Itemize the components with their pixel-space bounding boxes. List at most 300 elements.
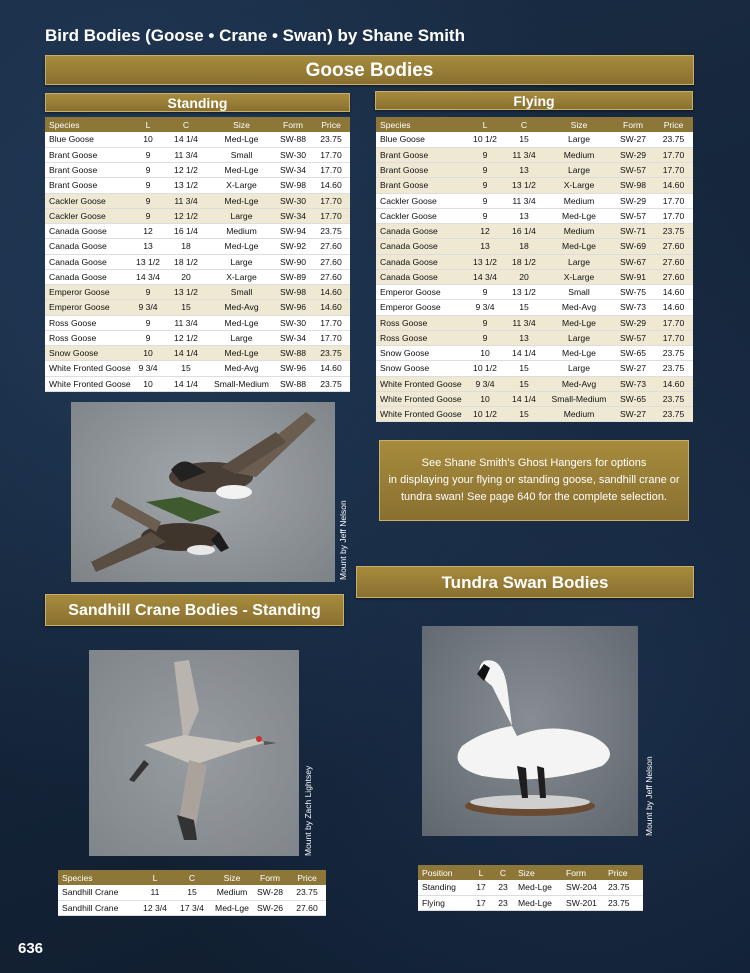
table-cell: 14.60 — [312, 178, 350, 193]
table-cell: 14 3/4 — [468, 269, 502, 284]
table-cell: 9 — [468, 208, 502, 223]
table-row — [45, 239, 350, 254]
table-cell: 13 — [502, 163, 546, 178]
table-cell: SW-57 — [612, 330, 654, 345]
table-cell: White Fronted Goose — [45, 361, 133, 376]
table-cell: 13 1/2 — [163, 285, 209, 300]
table-cell: SW-27 — [612, 361, 654, 376]
table-cell: Sandhill Crane — [58, 900, 138, 915]
table-row — [376, 239, 693, 254]
table-cell: 12 1/2 — [163, 163, 209, 178]
table-cell: 9 — [133, 178, 163, 193]
table-cell: White Fronted Goose — [376, 407, 468, 422]
table-cell: 9 — [133, 208, 163, 223]
table-cell: Ross Goose — [45, 330, 133, 345]
table-cell: 9 3/4 — [468, 376, 502, 391]
table-cell: SW-29 — [612, 315, 654, 330]
table-cell: SW-57 — [612, 208, 654, 223]
table-cell: Med-Avg — [209, 361, 274, 376]
table-cell: White Fronted Goose — [45, 376, 133, 391]
table-cell: 15 — [172, 885, 212, 900]
table-cell: Medium — [212, 885, 252, 900]
table-cell: 9 — [133, 285, 163, 300]
column-header: Form — [274, 117, 312, 132]
table-cell: 17 3/4 — [172, 900, 212, 915]
table-cell: 17 — [470, 895, 492, 910]
table-row — [58, 885, 326, 900]
table-cell: SW-27 — [612, 407, 654, 422]
table-cell: 14.60 — [654, 178, 693, 193]
table-cell: Med-Lge — [209, 239, 274, 254]
table-cell: Cackler Goose — [376, 193, 468, 208]
table-row — [376, 300, 693, 315]
table-cell: Med-Lge — [546, 208, 612, 223]
table-cell: 11 3/4 — [502, 147, 546, 162]
table-cell: SW-75 — [612, 285, 654, 300]
table-cell: 23.75 — [654, 346, 693, 361]
column-header: Form — [562, 865, 604, 880]
table-cell: 12 — [133, 224, 163, 239]
table-cell: SW-98 — [612, 178, 654, 193]
table-cell: 11 3/4 — [163, 147, 209, 162]
table-cell: Flying — [418, 895, 470, 910]
table-cell: X-Large — [546, 178, 612, 193]
table-cell: 14 1/4 — [163, 346, 209, 361]
table-row — [376, 178, 693, 193]
table-row — [45, 208, 350, 223]
table-row — [376, 269, 693, 284]
table-row — [418, 880, 643, 895]
table-cell: Brant Goose — [376, 163, 468, 178]
table-row — [376, 361, 693, 376]
table-cell: 27.60 — [312, 254, 350, 269]
table-cell: 11 3/4 — [502, 315, 546, 330]
table-cell: 10 1/2 — [468, 407, 502, 422]
table-cell: Brant Goose — [45, 163, 133, 178]
tundra-swan-banner: Tundra Swan Bodies — [356, 566, 694, 598]
column-header: Form — [252, 870, 288, 885]
table-cell: 18 — [163, 239, 209, 254]
table-cell: Small-Medium — [546, 391, 612, 406]
table-cell: SW-29 — [612, 193, 654, 208]
table-cell: Medium — [209, 224, 274, 239]
table-cell: 13 1/2 — [502, 285, 546, 300]
table-cell: SW-57 — [612, 163, 654, 178]
column-header: L — [133, 117, 163, 132]
tundra-swan-illustration — [422, 626, 638, 836]
table-cell: 27.60 — [312, 239, 350, 254]
table-cell: 9 — [468, 330, 502, 345]
table-row — [45, 285, 350, 300]
table-cell: 23 — [492, 880, 514, 895]
table-cell: 27.60 — [312, 269, 350, 284]
table-cell: Emperor Goose — [45, 285, 133, 300]
table-cell: SW-65 — [612, 346, 654, 361]
table-cell: SW-28 — [252, 885, 288, 900]
table-cell: Canada Goose — [376, 269, 468, 284]
table-cell: 17.70 — [654, 315, 693, 330]
table-cell: SW-73 — [612, 376, 654, 391]
table-cell: Cackler Goose — [376, 208, 468, 223]
table-cell: 14.60 — [312, 285, 350, 300]
table-row — [376, 315, 693, 330]
table-cell: SW-29 — [612, 147, 654, 162]
table-cell: 23.75 — [312, 224, 350, 239]
table-cell: Blue Goose — [376, 132, 468, 147]
table-cell: 18 1/2 — [163, 254, 209, 269]
table-cell: 14.60 — [312, 300, 350, 315]
table-cell: 15 — [502, 361, 546, 376]
crane-photo-credit: Mount by Zach Lightsey — [303, 765, 313, 856]
table-cell: SW-89 — [274, 269, 312, 284]
table-cell: 27.60 — [654, 254, 693, 269]
table-cell: Med-Lge — [209, 346, 274, 361]
table-header-row — [45, 117, 350, 132]
table-cell: Emperor Goose — [376, 300, 468, 315]
table-cell: Med-Lge — [209, 132, 274, 147]
table-cell: SW-67 — [612, 254, 654, 269]
column-header: Species — [376, 117, 468, 132]
table-cell: Emperor Goose — [45, 300, 133, 315]
table-cell: 9 3/4 — [133, 361, 163, 376]
info-line: See Shane Smith's Ghost Hangers for options — [421, 457, 647, 469]
column-header: Size — [212, 870, 252, 885]
table-cell: Med-Lge — [514, 895, 562, 910]
goose-photo-credit: Mount by Jeff Nelson — [338, 500, 348, 580]
table-cell: SW-201 — [562, 895, 604, 910]
table-cell: 23.75 — [654, 224, 693, 239]
table-cell: 23.75 — [604, 895, 643, 910]
column-header: Position — [418, 865, 470, 880]
table-cell: 14 1/4 — [163, 376, 209, 391]
table-row — [45, 163, 350, 178]
sandhill-crane-photo — [89, 650, 299, 856]
table-row — [376, 224, 693, 239]
table-cell: 9 — [468, 163, 502, 178]
table-cell: Canada Goose — [376, 239, 468, 254]
table-cell: 9 — [133, 330, 163, 345]
column-header: Species — [58, 870, 138, 885]
table-cell: 17.70 — [654, 208, 693, 223]
table-cell: SW-30 — [274, 193, 312, 208]
table-row — [376, 376, 693, 391]
table-cell: 17.70 — [654, 330, 693, 345]
table-cell: 13 1/2 — [163, 178, 209, 193]
table-row — [376, 193, 693, 208]
table-cell: 16 1/4 — [502, 224, 546, 239]
table-cell: Medium — [546, 193, 612, 208]
table-cell: SW-88 — [274, 132, 312, 147]
table-cell: 15 — [163, 361, 209, 376]
table-cell: SW-96 — [274, 361, 312, 376]
table-cell: Small-Medium — [209, 376, 274, 391]
table-cell: Canada Goose — [376, 224, 468, 239]
column-header: Size — [209, 117, 274, 132]
table-cell: 14.60 — [312, 361, 350, 376]
table-cell: SW-71 — [612, 224, 654, 239]
table-cell: 12 3/4 — [138, 900, 172, 915]
table-cell: Brant Goose — [376, 178, 468, 193]
table-cell: 17.70 — [654, 163, 693, 178]
table-cell: Med-Lge — [514, 880, 562, 895]
table-cell: 17 — [470, 880, 492, 895]
table-row — [376, 346, 693, 361]
table-row — [45, 346, 350, 361]
table-cell: 9 — [468, 193, 502, 208]
table-cell: 20 — [502, 269, 546, 284]
table-row — [45, 224, 350, 239]
table-cell: Cackler Goose — [45, 193, 133, 208]
table-cell: Large — [546, 330, 612, 345]
table-cell: White Fronted Goose — [376, 391, 468, 406]
table-cell: Med-Lge — [546, 239, 612, 254]
table-cell: X-Large — [209, 178, 274, 193]
table-cell: 27.60 — [288, 900, 326, 915]
table-cell: 9 — [468, 285, 502, 300]
table-cell: Standing — [418, 880, 470, 895]
table-cell: Med-Lge — [209, 163, 274, 178]
table-row — [376, 147, 693, 162]
column-header: Price — [288, 870, 326, 885]
table-cell: Medium — [546, 147, 612, 162]
table-cell: 23.75 — [312, 132, 350, 147]
table-row — [376, 330, 693, 345]
table-cell: Med-Lge — [546, 346, 612, 361]
table-cell: 9 3/4 — [133, 300, 163, 315]
page-number: 636 — [18, 940, 44, 957]
table-row — [45, 315, 350, 330]
table-cell: 17.70 — [312, 163, 350, 178]
column-header: C — [172, 870, 212, 885]
table-cell: SW-27 — [612, 132, 654, 147]
table-cell: Brant Goose — [45, 178, 133, 193]
table-cell: Medium — [546, 407, 612, 422]
table-cell: Snow Goose — [376, 346, 468, 361]
column-header: L — [470, 865, 492, 880]
column-header: Price — [604, 865, 643, 880]
table-cell: 10 1/2 — [468, 132, 502, 147]
table-cell: 14.60 — [654, 300, 693, 315]
table-cell: 11 3/4 — [163, 315, 209, 330]
table-cell: X-Large — [209, 269, 274, 284]
table-cell: 14 1/4 — [502, 391, 546, 406]
table-cell: SW-98 — [274, 178, 312, 193]
table-cell: Large — [209, 254, 274, 269]
table-cell: Small — [209, 285, 274, 300]
table-cell: 14.60 — [654, 285, 693, 300]
table-row — [45, 269, 350, 284]
table-cell: 17.70 — [654, 193, 693, 208]
table-cell: 10 1/2 — [468, 361, 502, 376]
table-cell: Large — [546, 361, 612, 376]
table-cell: Blue Goose — [45, 132, 133, 147]
table-cell: Large — [546, 132, 612, 147]
column-header: Form — [612, 117, 654, 132]
table-cell: SW-34 — [274, 208, 312, 223]
table-cell: 12 1/2 — [163, 330, 209, 345]
table-cell: Ross Goose — [376, 315, 468, 330]
standing-banner: Standing — [45, 93, 350, 112]
table-cell: SW-26 — [252, 900, 288, 915]
table-cell: Large — [209, 208, 274, 223]
column-header: Size — [514, 865, 562, 880]
info-line: in displaying your flying or standing goose, sandhill crane or — [388, 474, 680, 486]
table-cell: 13 1/2 — [133, 254, 163, 269]
table-cell: 14.60 — [654, 376, 693, 391]
table-cell: 9 — [133, 315, 163, 330]
table-cell: Small — [209, 147, 274, 162]
table-cell: 18 1/2 — [502, 254, 546, 269]
table-cell: 17.70 — [312, 147, 350, 162]
table-cell: 9 3/4 — [468, 300, 502, 315]
column-header: Species — [45, 117, 133, 132]
table-cell: Brant Goose — [45, 147, 133, 162]
table-row — [45, 178, 350, 193]
table-cell: 27.60 — [654, 269, 693, 284]
sandhill-crane-illustration — [89, 650, 299, 856]
table-cell: Large — [546, 163, 612, 178]
table-cell: Med-Lge — [209, 193, 274, 208]
table-cell: 23.75 — [312, 346, 350, 361]
table-row — [376, 132, 693, 147]
swan-photo-credit: Mount by Jeff Nelson — [644, 756, 654, 836]
table-cell: SW-34 — [274, 330, 312, 345]
table-cell: SW-34 — [274, 163, 312, 178]
table-row — [376, 391, 693, 406]
table-cell: 10 — [133, 346, 163, 361]
table-cell: Snow Goose — [376, 361, 468, 376]
column-header: C — [492, 865, 514, 880]
table-cell: Cackler Goose — [45, 208, 133, 223]
table-cell: 23.75 — [654, 361, 693, 376]
table-cell: Canada Goose — [45, 224, 133, 239]
table-cell: SW-30 — [274, 315, 312, 330]
table-cell: Med-Lge — [212, 900, 252, 915]
table-cell: Medium — [546, 224, 612, 239]
table-cell: Med-Avg — [546, 376, 612, 391]
table-cell: 14 3/4 — [133, 269, 163, 284]
table-cell: Emperor Goose — [376, 285, 468, 300]
table-cell: SW-96 — [274, 300, 312, 315]
table-cell: SW-92 — [274, 239, 312, 254]
table-header-row — [58, 870, 326, 885]
table-cell: 23.75 — [654, 407, 693, 422]
column-header: Price — [312, 117, 350, 132]
table-cell: 9 — [468, 147, 502, 162]
table-cell: 9 — [133, 163, 163, 178]
table-cell: 12 — [468, 224, 502, 239]
table-cell: 23.75 — [654, 132, 693, 147]
table-cell: Canada Goose — [45, 254, 133, 269]
table-cell: 17.70 — [654, 147, 693, 162]
table-cell: Snow Goose — [45, 346, 133, 361]
table-cell: 13 — [502, 208, 546, 223]
flying-geese-illustration — [71, 402, 335, 582]
flying-goose-table — [376, 117, 693, 422]
table-cell: 13 — [133, 239, 163, 254]
table-cell: SW-91 — [612, 269, 654, 284]
table-cell: 15 — [502, 376, 546, 391]
table-cell: 13 — [502, 330, 546, 345]
column-header: Price — [654, 117, 693, 132]
table-row — [45, 330, 350, 345]
table-cell: SW-90 — [274, 254, 312, 269]
table-cell: Large — [209, 330, 274, 345]
goose-bodies-banner: Goose Bodies — [45, 55, 694, 85]
table-header-row — [418, 865, 643, 880]
sandhill-crane-table — [58, 870, 326, 916]
table-cell: Canada Goose — [45, 269, 133, 284]
table-row — [376, 285, 693, 300]
table-cell: 18 — [502, 239, 546, 254]
table-cell: 14 1/4 — [502, 346, 546, 361]
table-cell: Brant Goose — [376, 147, 468, 162]
table-cell: 27.60 — [654, 239, 693, 254]
table-cell: 13 1/2 — [502, 178, 546, 193]
table-cell: Sandhill Crane — [58, 885, 138, 900]
column-header: L — [138, 870, 172, 885]
table-row — [45, 376, 350, 391]
table-cell: 9 — [468, 178, 502, 193]
table-cell: 9 — [133, 147, 163, 162]
tundra-swan-table — [418, 865, 643, 911]
table-cell: 13 — [468, 239, 502, 254]
table-cell: 20 — [163, 269, 209, 284]
table-row — [45, 147, 350, 162]
table-cell: 15 — [502, 300, 546, 315]
table-cell: Med-Avg — [546, 300, 612, 315]
column-header: Size — [546, 117, 612, 132]
column-header: C — [502, 117, 546, 132]
sandhill-crane-banner: Sandhill Crane Bodies - Standing — [45, 594, 344, 626]
table-cell: Large — [546, 254, 612, 269]
table-cell: 17.70 — [312, 330, 350, 345]
table-cell: SW-88 — [274, 346, 312, 361]
table-cell: Small — [546, 285, 612, 300]
table-cell: 23.75 — [654, 391, 693, 406]
table-cell: SW-30 — [274, 147, 312, 162]
table-cell: 17.70 — [312, 193, 350, 208]
table-cell: Ross Goose — [45, 315, 133, 330]
table-cell: 17.70 — [312, 208, 350, 223]
table-cell: SW-204 — [562, 880, 604, 895]
table-row — [45, 132, 350, 147]
flying-geese-photo — [71, 402, 335, 582]
table-row — [45, 300, 350, 315]
table-cell: SW-73 — [612, 300, 654, 315]
table-cell: Canada Goose — [376, 254, 468, 269]
table-row — [45, 361, 350, 376]
table-cell: 15 — [163, 300, 209, 315]
table-row — [418, 895, 643, 910]
table-cell: SW-65 — [612, 391, 654, 406]
table-cell: SW-69 — [612, 239, 654, 254]
table-row — [376, 254, 693, 269]
table-cell: 23.75 — [604, 880, 643, 895]
table-cell: 10 — [133, 376, 163, 391]
column-header: L — [468, 117, 502, 132]
table-cell: 11 3/4 — [163, 193, 209, 208]
table-cell: SW-94 — [274, 224, 312, 239]
table-cell: 16 1/4 — [163, 224, 209, 239]
table-cell: Ross Goose — [376, 330, 468, 345]
page-title: Bird Bodies (Goose • Crane • Swan) by Shane Smith — [45, 26, 465, 45]
table-cell: 10 — [133, 132, 163, 147]
table-cell: White Fronted Goose — [376, 376, 468, 391]
table-cell: SW-98 — [274, 285, 312, 300]
table-cell: Med-Lge — [546, 315, 612, 330]
table-cell: SW-88 — [274, 376, 312, 391]
